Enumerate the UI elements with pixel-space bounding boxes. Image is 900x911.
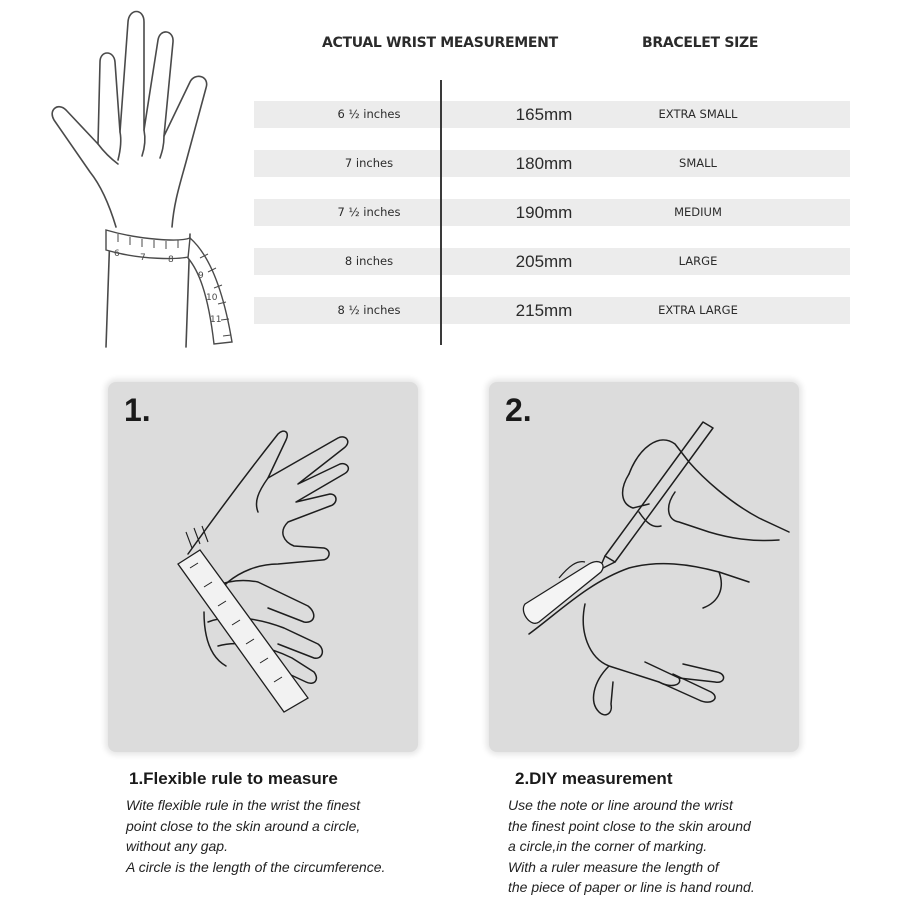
description-line: without any gap. <box>126 838 228 854</box>
wrist-mm: 165mm <box>515 105 573 124</box>
description-line: point close to the skin around a circle, <box>126 817 361 834</box>
wrist-mm: 190mm <box>515 203 573 222</box>
size-row <box>254 101 850 128</box>
size-row <box>254 199 850 226</box>
tape-number: 9 <box>198 271 204 281</box>
step-number: 2. <box>505 392 532 428</box>
size-row <box>254 150 850 177</box>
bracelet-size-header: BRACELET SIZE <box>642 35 759 51</box>
wrist-mm: 205mm <box>515 252 573 271</box>
bracelet-size: EXTRA LARGE <box>658 303 738 317</box>
wrist-inches: 8 inches <box>344 254 394 268</box>
hand-measuring-tape-illustration <box>40 2 240 350</box>
step-2-title: 2.DIY measurement <box>515 769 673 788</box>
wrist-mm: 180mm <box>515 154 573 173</box>
description-line: A circle is the length of the circumference. <box>126 858 386 875</box>
step-1-description <box>126 795 385 877</box>
step-number: 1. <box>124 392 151 428</box>
description-line: With a ruler measure the length of <box>508 858 719 875</box>
step-2-panel <box>489 382 799 752</box>
wrist-inches: 7 inches <box>344 156 394 170</box>
tape-number: 11 <box>210 315 222 325</box>
column-divider <box>440 80 442 345</box>
size-row <box>254 248 850 275</box>
size-row <box>254 297 850 324</box>
description-line: the finest point close to the skin around <box>508 817 751 834</box>
description-line: Use the note or line around the wrist <box>508 797 733 813</box>
step-2-description <box>508 795 755 898</box>
tape-number: 6 <box>114 249 120 259</box>
description-line: the piece of paper or line is hand round. <box>508 879 755 895</box>
diy-paper-strip-illustration <box>489 382 799 752</box>
bracelet-size: EXTRA SMALL <box>658 107 738 121</box>
step-1-panel <box>108 382 418 752</box>
bracelet-size: MEDIUM <box>674 205 722 219</box>
step-1-title: 1.Flexible rule to measure <box>129 769 338 788</box>
tape-number: 10 <box>206 293 218 303</box>
rule-measuring-wrist-illustration <box>108 382 418 752</box>
tape-number: 8 <box>168 255 174 265</box>
tape-number: 7 <box>140 253 146 263</box>
wrist-inches: 6 ½ inches <box>337 107 401 121</box>
wrist-inches: 8 ½ inches <box>337 303 401 317</box>
wrist-measurement-header: ACTUAL WRIST MEASUREMENT <box>322 35 558 51</box>
wrist-mm: 215mm <box>515 301 573 320</box>
bracelet-size: SMALL <box>679 156 717 170</box>
description-line: Wite flexible rule in the wrist the finest <box>126 797 361 813</box>
description-line: a circle,in the corner of marking. <box>508 838 708 854</box>
wrist-inches: 7 ½ inches <box>337 205 401 219</box>
bracelet-size: LARGE <box>678 254 718 268</box>
